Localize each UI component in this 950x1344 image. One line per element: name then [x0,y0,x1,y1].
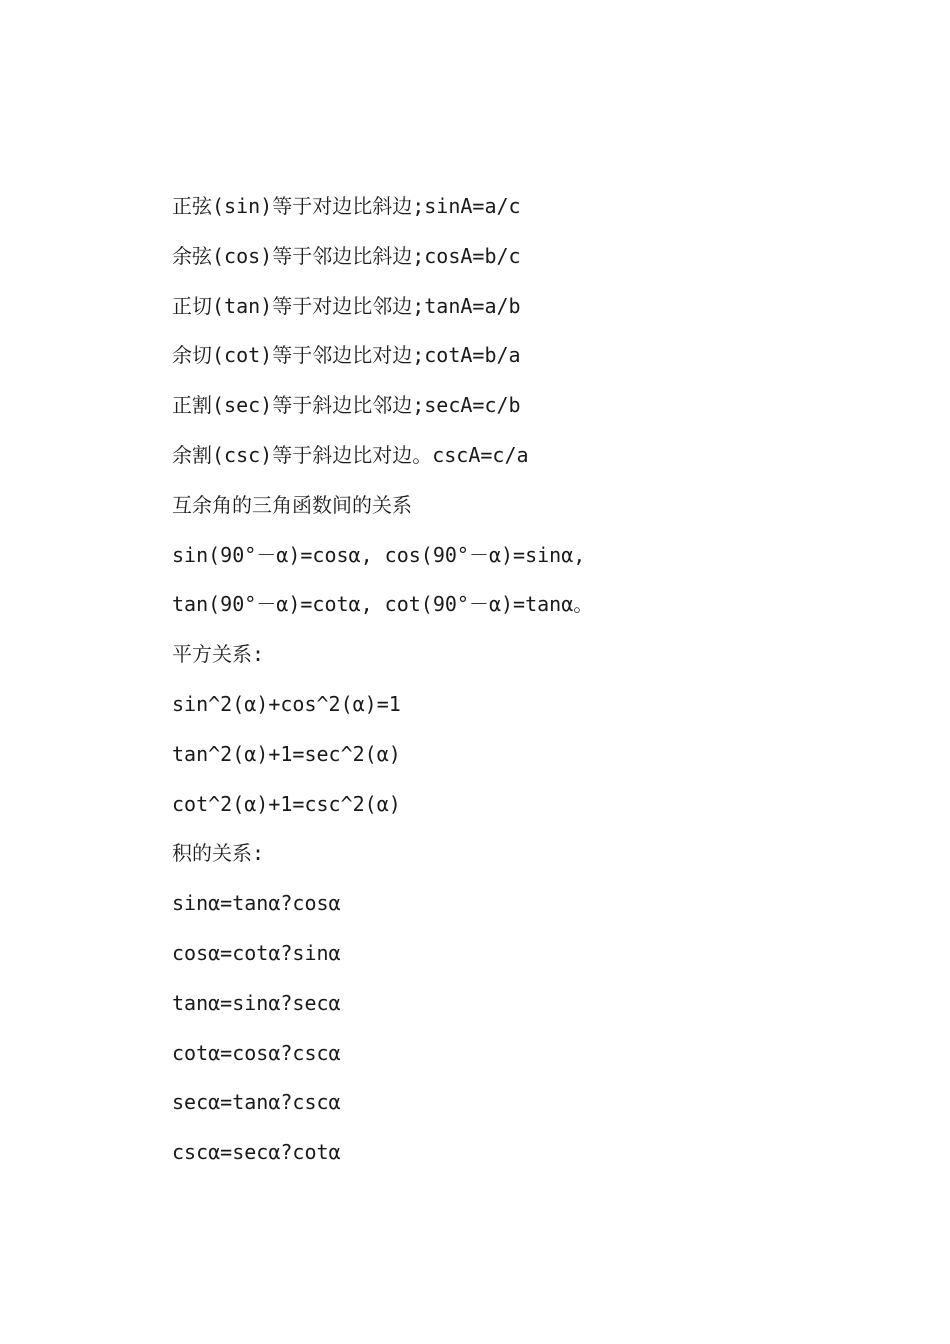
text-line-cotangent-definition: 余切(cot)等于邻边比对边;cotA=b/a [172,343,521,368]
formula-line-product-4: cotα=cosα?cscα [172,1040,341,1065]
formula-line-product-1: sinα=tanα?cosα [172,891,341,916]
formula-line-square-2: tan^2(α)+1=sec^2(α) [172,741,401,766]
formula-line-product-6: cscα=secα?cotα [172,1140,341,1165]
formula-line-complementary-2: tan(90°－α)=cotα, cot(90°－α)=tanα。 [172,592,594,617]
section-heading-complementary: 互余角的三角函数间的关系 [172,492,412,517]
document-body [172,188,892,1184]
text-line-secant-definition: 正割(sec)等于斜边比邻边;secA=c/b [172,393,521,418]
formula-line-complementary-1: sin(90°－α)=cosα, cos(90°－α)=sinα, [172,542,586,567]
text-line-cosine-definition: 余弦(cos)等于邻边比斜边;cosA=b/c [172,243,521,268]
formula-line-square-1: sin^2(α)+cos^2(α)=1 [172,691,401,716]
text-line-tangent-definition: 正切(tan)等于对边比邻边;tanA=a/b [172,293,521,318]
section-heading-product: 积的关系: [172,841,265,866]
text-line-sine-definition: 正弦(sin)等于对边比斜边;sinA=a/c [172,194,521,218]
section-heading-square: 平方关系: [172,642,265,667]
formula-line-product-5: secα=tanα?cscα [172,1090,341,1115]
formula-line-product-3: tanα=sinα?secα [172,990,341,1015]
formula-line-square-3: cot^2(α)+1=csc^2(α) [172,791,401,816]
text-line-cosecant-definition: 余割(csc)等于斜边比对边。cscA=c/a [172,442,529,467]
formula-line-product-2: cosα=cotα?sinα [172,940,341,965]
